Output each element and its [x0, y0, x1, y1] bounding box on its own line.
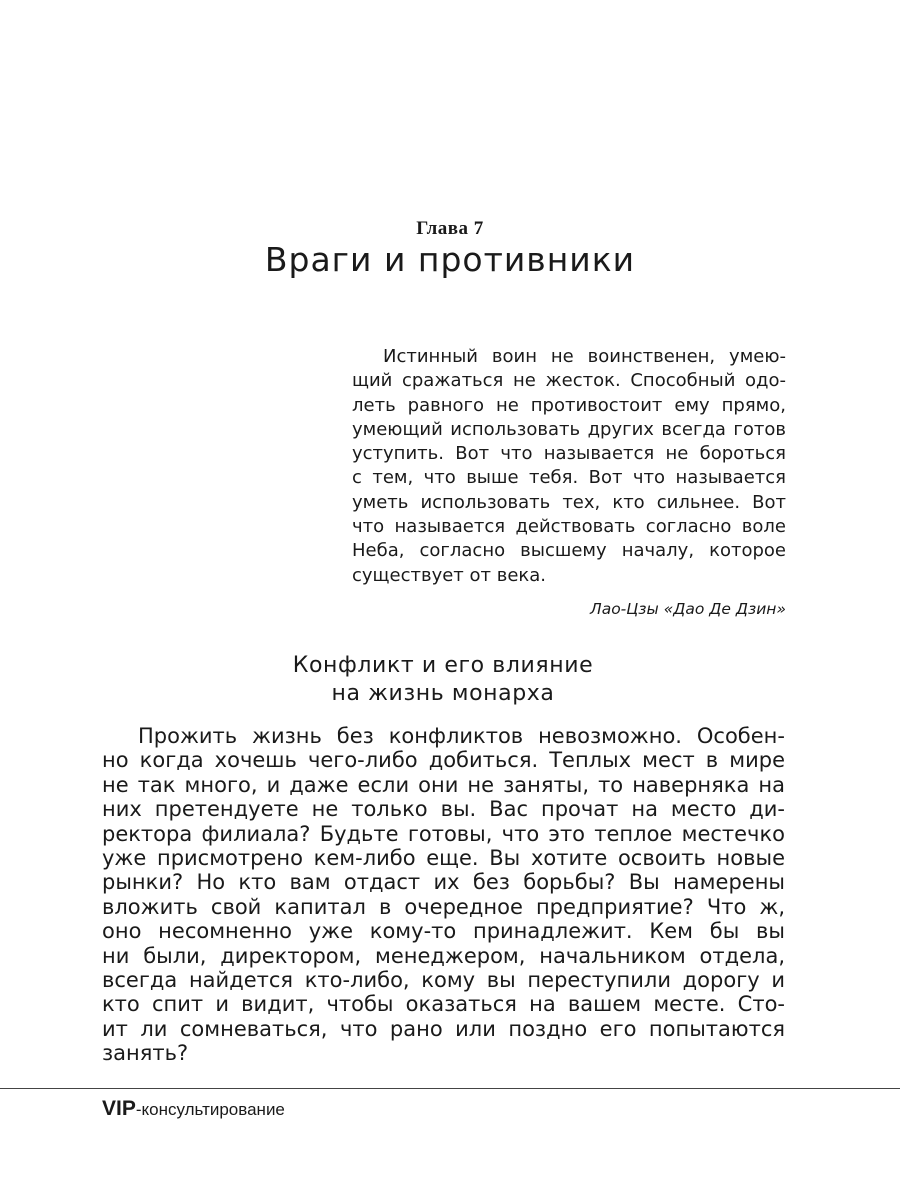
body-line: оно несомненно уже кому-то принадлежит. Кем бы вы: [102, 919, 785, 944]
body-line: кто спит и видит, чтобы оказаться на вашем месте. Сто-: [102, 992, 785, 1017]
epigraph-line: существует от века.: [352, 564, 547, 586]
running-footer: [102, 1097, 285, 1121]
body-line: вложить свой капитал в очередное предприятие? Что ж,: [102, 894, 785, 919]
epigraph-line: Истинный воин не воинственен, умею-: [383, 346, 786, 367]
epigraph-line: уступить. Вот что называется не бороться: [352, 443, 786, 465]
epigraph-line: леть равного не противостоит ему прямо,: [352, 394, 786, 416]
body-line: ит ли сомневаться, что рано или поздно его попытаются: [102, 1016, 785, 1041]
chapter-title: Враги и противники: [264, 240, 636, 279]
chapter-label: Глава 7: [416, 218, 484, 239]
section-heading-line-1: Конфликт и его влияние: [292, 653, 594, 678]
body-line: них претендуете не только вы. Вас прочат на место ди-: [102, 797, 785, 822]
body-line: занять?: [102, 1041, 189, 1066]
epigraph-line: уметь использовать тех, кто сильнее. Вот: [352, 491, 786, 513]
body-line: всегда найдется кто-либо, кому вы переступили дорогу и: [102, 968, 785, 993]
body-line: ни были, директором, менеджером, начальником отдела,: [102, 943, 785, 968]
footer-brand: VIP: [102, 1097, 136, 1120]
body-line: уже присмотрено кем-либо еще. Вы хотите освоить новые: [102, 846, 785, 871]
body-line: ректора филиала? Будьте готовы, что это теплое местечко: [102, 821, 785, 846]
section-heading: [0, 652, 886, 708]
footer-suffix: -консультирование: [135, 1100, 285, 1119]
body-line: рынки? Но кто вам отдаст их без борьбы? Вы намерены: [102, 870, 785, 895]
body-line: не так много, и даже если они не заняты, то наверняка на: [102, 772, 785, 797]
epigraph-line: Неба, согласно высшему началу, которое: [352, 540, 786, 562]
body-line: но когда хочешь чего-либо добиться. Теплых мест в мире: [102, 748, 785, 773]
epigraph: [352, 345, 786, 618]
epigraph-source: Лао-Цзы «Дао Де Дзин»: [590, 599, 786, 618]
body-paragraph: [102, 724, 785, 1066]
body-line: Прожить жизнь без конфликтов невозможно. Особен-: [138, 724, 785, 748]
epigraph-line: с тем, что выше тебя. Вот что называется: [352, 467, 786, 489]
epigraph-line: умеющий использовать других всегда готов: [352, 418, 786, 440]
footer-divider: [0, 1088, 900, 1089]
epigraph-line: что называется действовать согласно воле: [352, 516, 786, 538]
epigraph-line: щий сражаться не жесток. Способный одо-: [352, 370, 786, 392]
section-heading-line-2: на жизнь монарха: [331, 681, 555, 706]
